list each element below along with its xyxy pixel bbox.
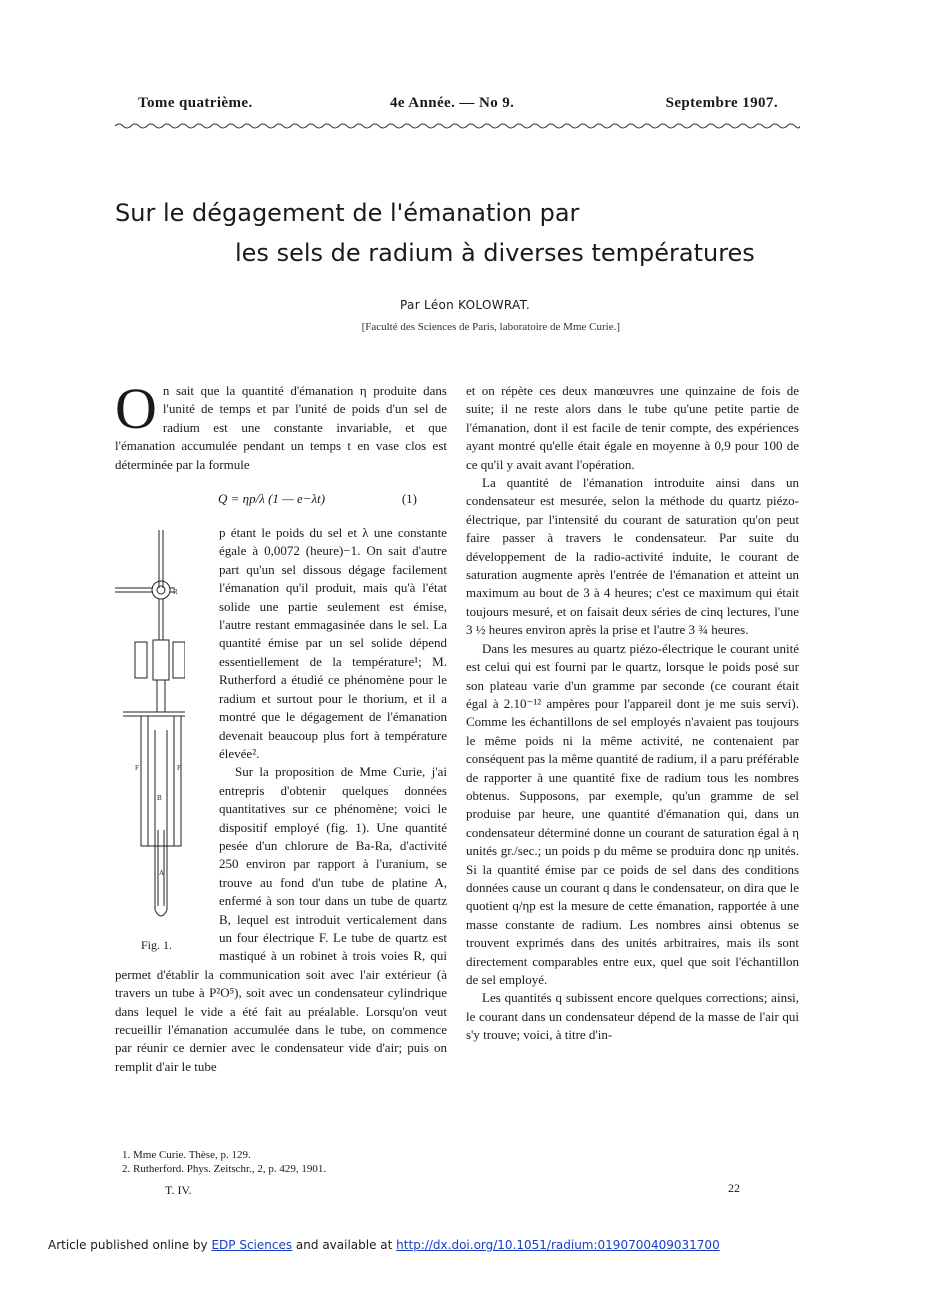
title-line-2: les sels de radium à diverses températures: [235, 239, 755, 267]
running-head: [138, 95, 778, 115]
paragraph: Sur la proposition de Mme Curie, j'ai entrepris d'obtenir quelques données quantitatives sur ce phénomène; voici le dispositif employé (fig. 1). Une quantité pesée d'un chlorure de Ba-Ra, d'activité 250 environ par rapport à l'uranium, se trouve au fond d'un tube de platine A, enfermé à son tour dans un tube de quartz B, lequel est introduit verticalement dans un four électrique F. Le tube de quartz est mastiqué à un robinet à trois voies R, qui permet d'établir la communication soit avec l'air extérieur (à travers un tube à P²O⁵), soit avec un condensateur cylindrique dans lequel le vide a été fait au préalable. Lorsqu'on veut recueillir l'émanation accumulée dans le tube, on commence par réunir ce dernier avec le condensateur vide d'air; puis on remplit d'air le tube: [115, 764, 447, 1074]
equation: [115, 478, 447, 520]
paragraph: Dans les mesures au quartz piézo-électrique le courant unité est celui qui est fourni par le quartz, lorsque le poids posé sur son plateau varie d'un gramme par seconde (ce courant était égal à 2.10⁻¹² ampères pour l'appareil dont je me suis servi). Comme les échantillons de sel employés n'avaient pas toujours le même poids ni la même activité, ne contenaient par conséquent pas la même quantité de radium, il a paru préférable de rapporter à une quantité fixe de radium tous les nombres obtenus. Supposons, par exemple, qu'un gramme de sel produise par heure, une quantité d'émanation qui, dans un condensateur déterminé donne un courant de saturation égal à η unités gr./sec.; un poids p du même se produira donc ηp unités. Si la quantité émise par ce poids de sel dans des conditions données cause un courant q dans le condensateur, on dira que le quotient q/ηp est la mesure de cette émanation, rapportée à une masse constante de radium. Les nombres ainsi obtenus se trouvent exprimés dans des unités arbitraires, mais ils sont directement comparables entre eux, quel que soit l'échantillon de sel employé.: [466, 640, 799, 987]
affiliation: [Faculté des Sciences de Paris, laboratoire de Mme Curie.]: [361, 321, 620, 333]
publisher-notice: [48, 1238, 720, 1252]
equation-expression: Q = ηp/λ (1 — e−λt): [218, 490, 326, 506]
footnote-1: 1. Mme Curie. Thèse, p. 129.: [122, 1149, 251, 1161]
sheet-number: 22: [728, 1181, 740, 1195]
signature-mark: T. IV.: [165, 1183, 192, 1197]
paragraph: [115, 376, 447, 474]
drop-cap: O: [115, 376, 157, 441]
decorative-wavy-rule: [115, 121, 800, 131]
apparatus-diagram: [115, 530, 185, 930]
label-r: R: [173, 588, 178, 597]
paragraph: La quantité de l'émanation introduite ainsi dans un condensateur est mesurée, selon la méthode du quartz piézo-électrique, par l'intensité du courant de saturation qu'on peut faire passer à travers le condensateur. Par suite du développement de la radio-activité induite, le courant de saturation augmente après l'entrée de l'émanation et atteint un maximum au bout de 3 à 4 heures; c'est ce maximum qui était toujours mesuré, et on faisait deux séries de cinq lectures, l'une 3 ½ heures environ après la prise et l'autre 3 ¾ heures.: [466, 475, 799, 638]
publisher-link[interactable]: EDP Sciences: [211, 1238, 293, 1252]
right-column: [466, 382, 799, 1045]
article-title: [115, 193, 805, 273]
footnote-2: 2. Rutherford. Phys. Zeitschr., 2, p. 429, 1901.: [122, 1163, 327, 1175]
paragraph: p étant le poids du sel et λ une constante égale à 0,0072 (heure)−1. On sait d'autre part qu'un sel dissous dégage facilement l'émanation qu'il produit, mais qu'à l'état solide une partie seulement est émise, l'autre restant emmagasinée dans le sel. La quantité émise par un sel solide dépend essentiellement de la température¹; M. Rutherford a étudié ce phénomène pour le radium et surtout pour le thorium, et il a montré que le dégagement de l'émanation devenait beaucoup plus fort à température élevée².: [219, 525, 447, 761]
doi-link[interactable]: http://dx.doi.org/10.1051/radium:0190700409031700: [396, 1238, 720, 1252]
figure-1: [115, 530, 215, 962]
title-line-1: Sur le dégagement de l'émanation par: [115, 199, 580, 227]
paragraph: et on répète ces deux manœuvres une quinzaine de fois de suite; il ne reste alors dans le tube qu'une petite partie de l'émanation, dont il est facile de tenir compte, des expériences ayant montré qu'elle était égale en moyenne à 0,9 pour 100 de ce qu'il y avait avant l'opération.: [466, 383, 799, 472]
figure-caption: Fig. 1.: [141, 938, 173, 953]
footnotes: [122, 1148, 452, 1176]
label-b: B: [157, 794, 162, 803]
publisher-mid: and available at: [292, 1238, 397, 1252]
left-column: [115, 376, 447, 1076]
issue-date: Septembre 1907.: [665, 95, 778, 111]
paragraph-text: n sait que la quantité d'émanation η produite dans l'unité de temps et par l'unité de poids d'un sel de radium est une constante invariable, et que l'émanation accumulée pendant un temps t en vase clos est déterminée par la formule: [115, 383, 447, 472]
publisher-prefix: Article published online by: [48, 1238, 212, 1252]
label-a: A: [159, 869, 165, 878]
volume-label: Tome quatrième.: [138, 95, 253, 111]
author-line: Par Léon KOLOWRAT.: [400, 298, 530, 312]
issue-label: 4e Année. — No 9.: [390, 95, 515, 111]
equation-number: (1): [401, 490, 417, 506]
label-f-left: F: [135, 764, 139, 773]
label-f-right: F: [177, 764, 181, 773]
paragraph: Les quantités q subissent encore quelques corrections; ainsi, le courant dans un condensateur dépend de la masse de l'air qui s'y trouve; voici, à titre d'in-: [466, 990, 799, 1043]
